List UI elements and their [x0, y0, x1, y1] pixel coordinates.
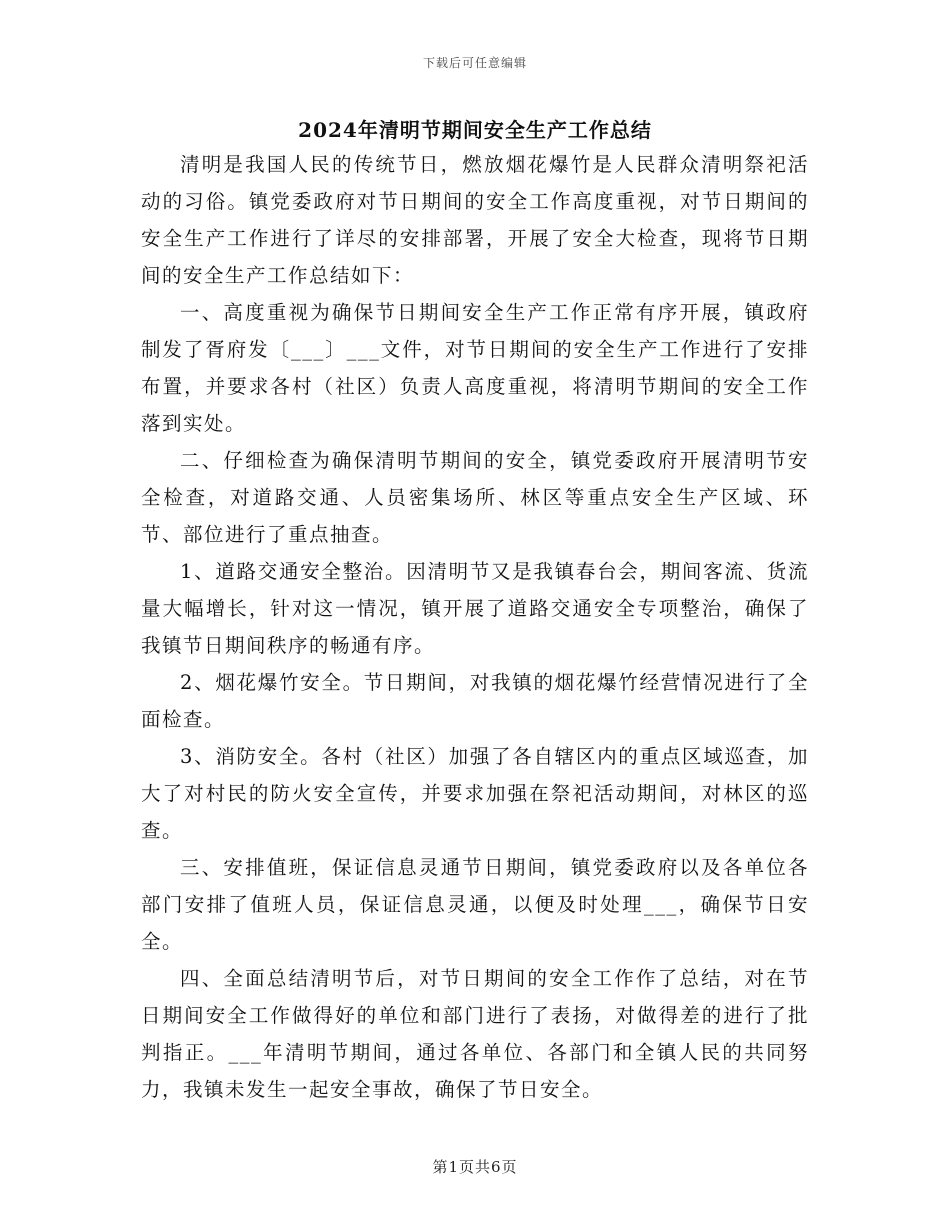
paragraph-section-2: 二、仔细检查为确保清明节期间的安全，镇党委政府开展清明节安全检查，对道路交通、人员密集场所、林区等重点安全生产区域、环节、部位进行了重点抽查。: [141, 449, 809, 546]
page-number: 第1页共6页: [432, 1158, 518, 1176]
paragraph-item-fireworks: 2、烟花爆竹安全。节日期间，对我镇的烟花爆竹经营情况进行了全面检查。: [141, 671, 809, 731]
paragraph-intro: 清明是我国人民的传统节日，燃放烟花爆竹是人民群众清明祭祀活动的习俗。镇党委政府对节日期间的安全工作高度重视，对节日期间的安全生产工作进行了详尽的安排部署，开展了安全大检查，现将节日期间的安全生产工作总结如下：: [141, 153, 809, 287]
paragraph-section-1: 一、高度重视为确保节日期间安全生产工作正常有序开展，镇政府制发了胥府发〔___〕___文件，对节日期间的安全生产工作进行了安排布置，并要求各村（社区）负责人高度重视，将清明节期间的安全工作落到实处。: [141, 301, 809, 435]
document-body: [141, 146, 809, 1108]
paragraph-section-4: 四、全面总结清明节后，对节日期间的安全工作作了总结，对在节日期间安全工作做得好的单位和部门进行了表扬，对做得差的进行了批判指正。___年清明节期间，通过各单位、各部门和全镇人民的共同努力，我镇未发生一起安全事故，确保了节日安全。: [141, 967, 809, 1101]
paragraph-item-fire-safety: 3、消防安全。各村（社区）加强了各自辖区内的重点区域巡查，加大了对村民的防火安全宣传，并要求加强在祭祀活动期间，对林区的巡查。: [141, 745, 809, 842]
page-header-note: 下载后可任意编辑: [422, 56, 527, 70]
paragraph-section-3: 三、安排值班，保证信息灵通节日期间，镇党委政府以及各单位各部门安排了值班人员，保证信息灵通，以便及时处理___，确保节日安全。: [141, 856, 809, 953]
document-title: 2024年清明节期间安全生产工作总结: [298, 118, 652, 142]
paragraph-item-traffic: 1、道路交通安全整治。因清明节又是我镇春台会，期间客流、货流量大幅增长，针对这一情况，镇开展了道路交通安全专项整治，确保了我镇节日期间秩序的畅通有序。: [141, 560, 809, 657]
